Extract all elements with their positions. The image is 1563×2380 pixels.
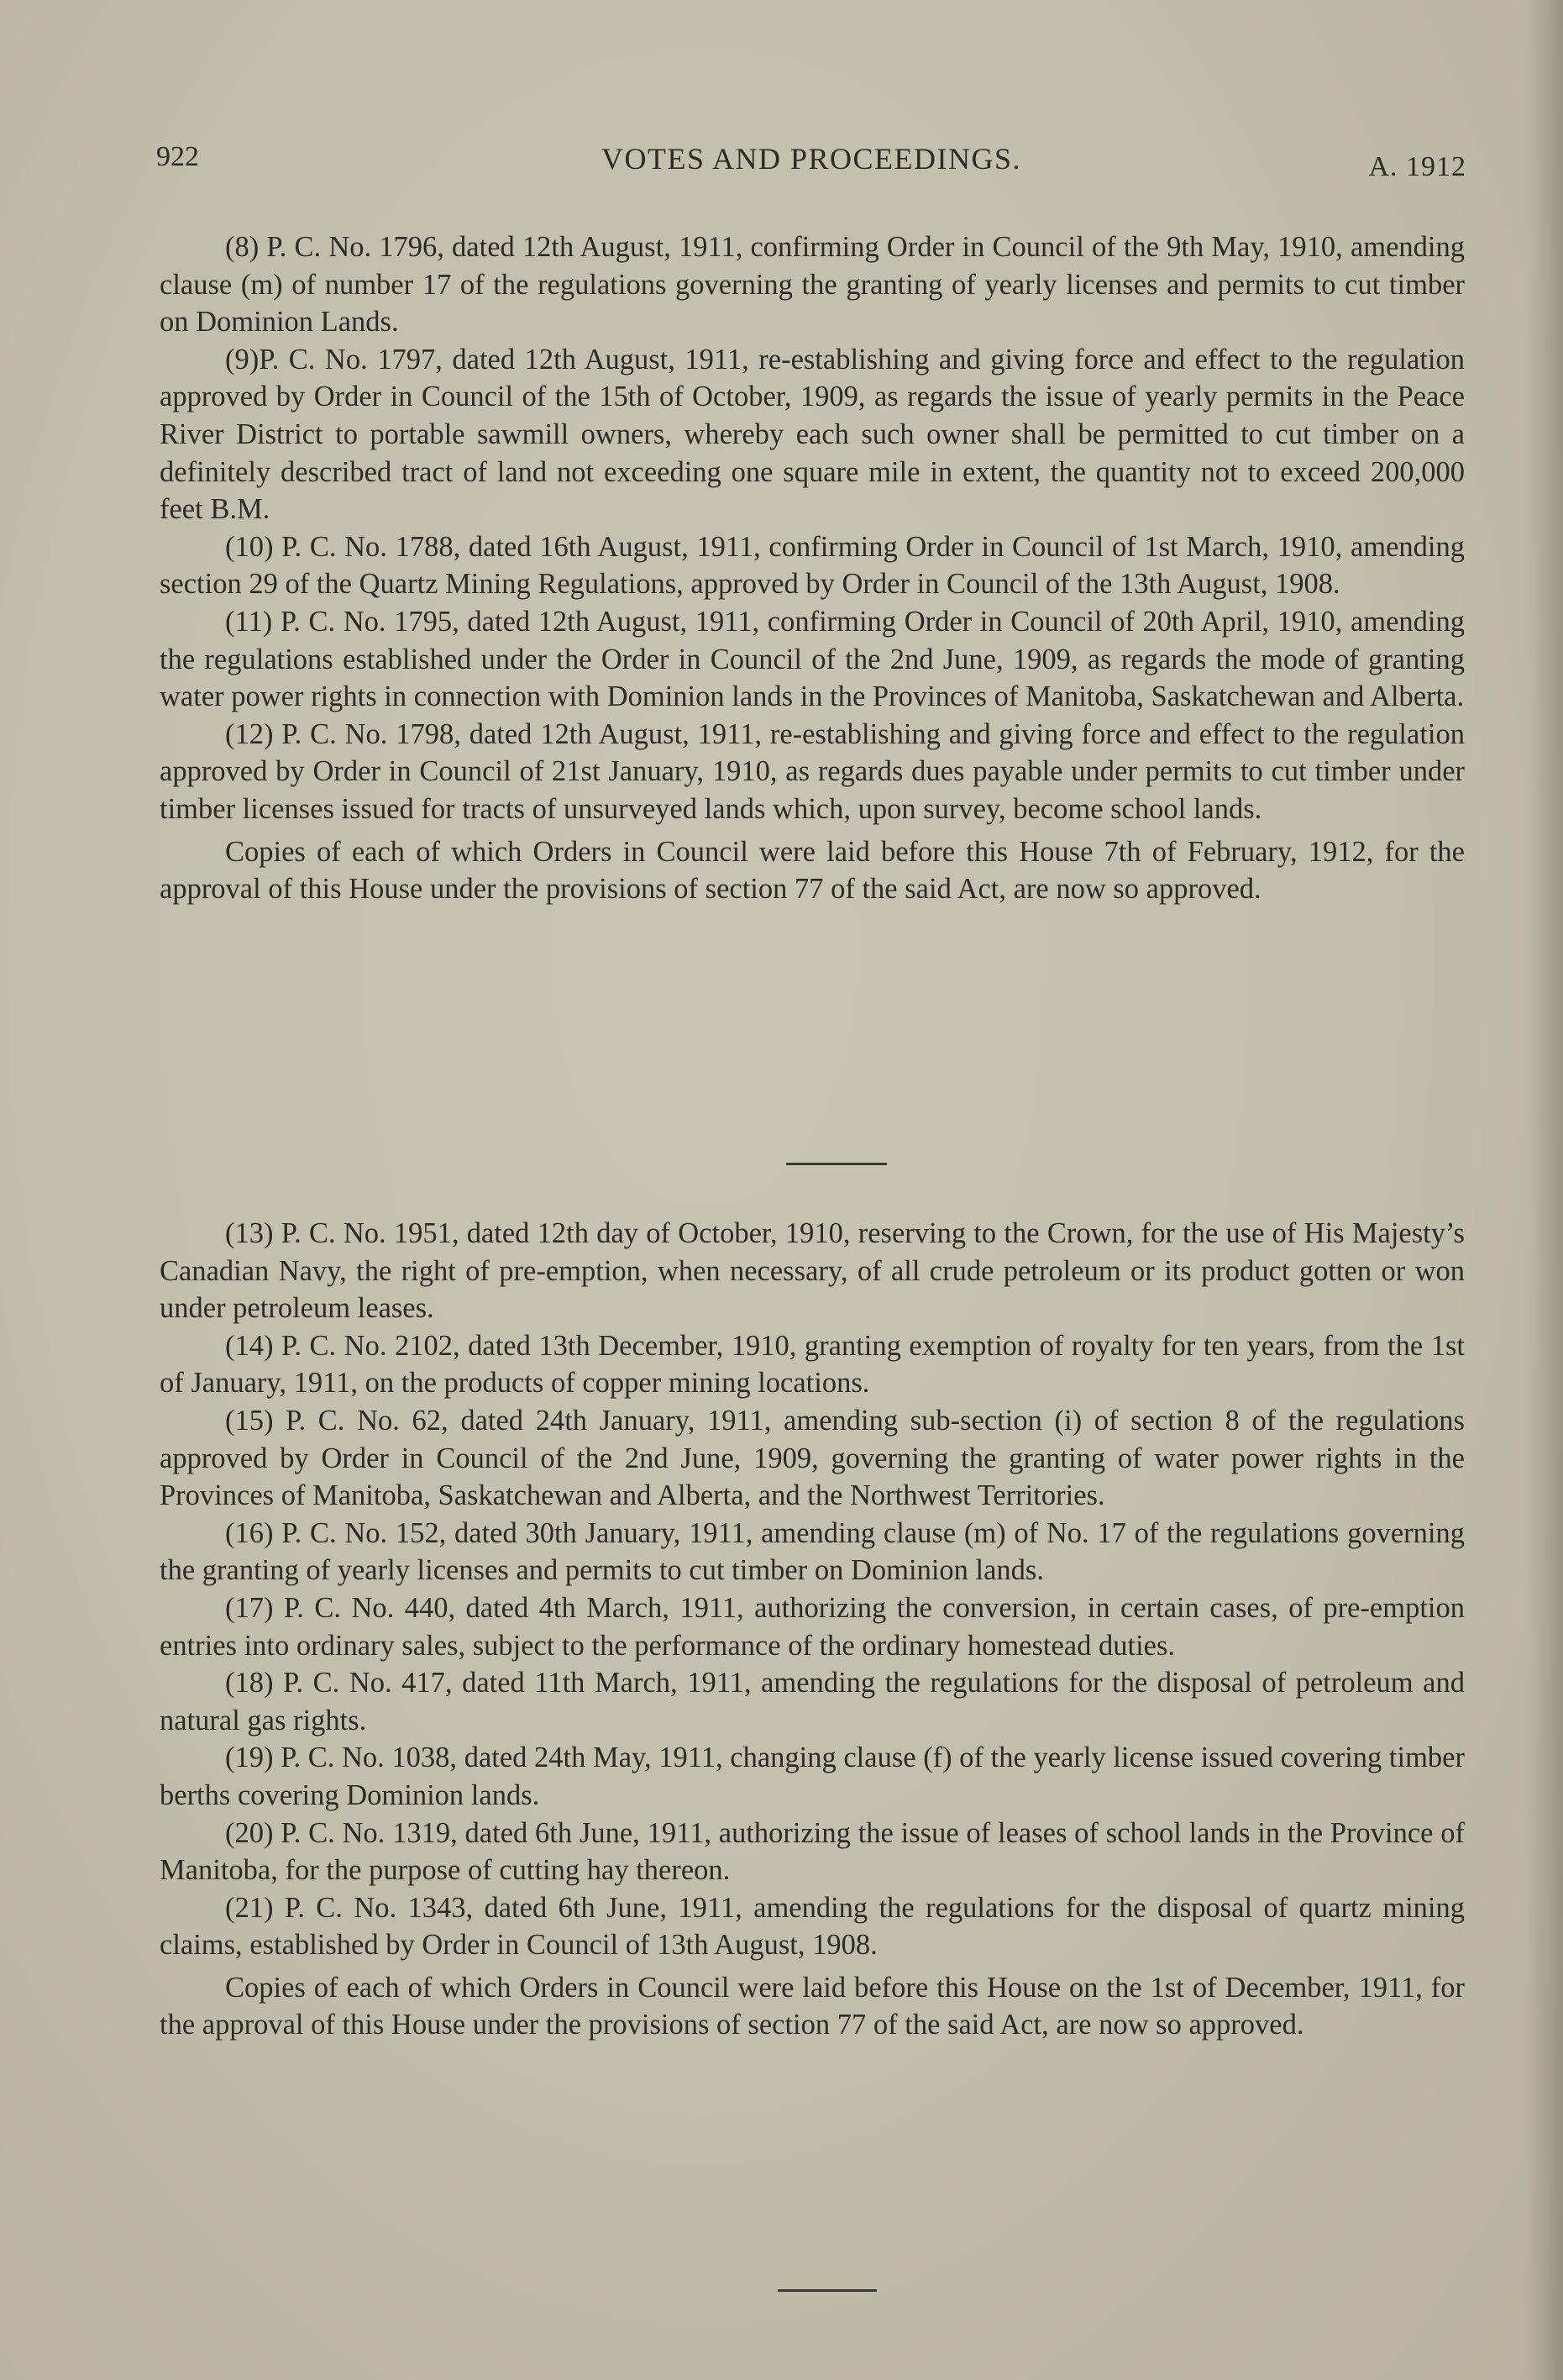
order-paragraph: (8) P. C. No. 1796, dated 12th August, 1911, confirming Order in Council of the 9th May, 1910, amending clause (m) of number 17 of the regulations governing the granting of yearly licenses and permits to cut timber on Dominion Lands. [160,231,1465,339]
session-year: A. 1912 [1368,151,1466,182]
page-edge-shadow [1524,0,1563,2380]
approval-paragraph: Copies of each of which Orders in Council were laid before this House 7th of February, 1912, for the approval of this House under the provisions of section 77 of the said Act, are now so approved. [160,835,1465,906]
end-divider [778,2289,877,2292]
order-paragraph: (10) P. C. No. 1788, dated 16th August, 1911, confirming Order in Council of 1st March, 1910, amending section 29 of the Quartz Mining Regulations, approved by Order in Council of the 13th August, 1908. [160,530,1465,601]
order-paragraph: (16) P. C. No. 152, dated 30th January, 1911, amending clause (m) of No. 17 of the regulations governing the granting of yearly licenses and permits to cut timber on Dominion lands. [160,1516,1465,1587]
order-paragraph: (11) P. C. No. 1795, dated 12th August, 1911, confirming Order in Council of 20th April, 1910, amending the regulations established under the Order in Council of the 2nd June, 1909, as regards the mode of granting water power rights in connection with Dominion lands in the Provinces of Manitoba, Saskatchewan and Alberta. [160,605,1465,713]
approval-paragraph: Copies of each of which Orders in Council were laid before this House on the 1st of December, 1911, for the approval of this House under the provisions of section 77 of the said Act, are now so approved. [160,1971,1465,2041]
order-paragraph: (21) P. C. No. 1343, dated 6th June, 1911, amending the regulations for the disposal of quartz mining claims, established by Order in Council of 13th August, 1908. [160,1891,1465,1962]
order-paragraph: (13) P. C. No. 1951, dated 12th day of October, 1910, reserving to the Crown, for the use of His Majesty’s Canadian Navy, the right of pre-emption, when necessary, of all crude petroleum or its product gotten or won under petroleum leases. [160,1217,1465,1325]
order-paragraph: (20) P. C. No. 1319, dated 6th June, 1911, authorizing the issue of leases of school lands in the Province of Manitoba, for the purpose of cutting hay thereon. [160,1816,1465,1887]
order-paragraph: (18) P. C. No. 417, dated 11th March, 1911, amending the regulations for the disposal of petroleum and natural gas rights. [160,1667,1465,1736]
orders-section-two [160,1215,1465,2044]
order-paragraph: (19) P. C. No. 1038, dated 24th May, 1911, changing clause (f) of the yearly license issued covering timber berths covering Dominion lands. [160,1742,1465,1811]
page-number: 922 [156,141,199,172]
order-paragraph: (15) P. C. No. 62, dated 24th January, 1911, amending sub-section (i) of section 8 of the regulations approved by Order in Council of the 2nd June, 1909, governing the granting of water power rights in the Provinces of Manitoba, Saskatchewan and Alberta, and the Northwest Territories. [160,1404,1465,1512]
section-divider [786,1163,887,1165]
order-paragraph: (17) P. C. No. 440, dated 4th March, 1911, authorizing the conversion, in certain cases, of pre-emption entries into ordinary sales, subject to the performance of the ordinary homestead duties. [160,1591,1465,1662]
order-paragraph: (14) P. C. No. 2102, dated 13th December, 1910, granting exemption of royalty for ten years, from the 1st of January, 1911, on the products of copper mining locations. [160,1329,1465,1400]
page-header [156,133,1466,192]
orders-section-one [160,229,1465,908]
order-paragraph: (9)P. C. No. 1797, dated 12th August, 1911, re-establishing and giving force and effect to the regulation approved by Order in Council of the 15th of October, 1909, as regards the issue of yearly permits in the Peace River District to portable sawmill owners, whereby each such owner shall be permitted to cut timber on a definitely described tract of land not exceeding one square mile in extent, the quantity not to exceed 200,000 feet B.M. [160,343,1465,526]
order-paragraph: (12) P. C. No. 1798, dated 12th August, 1911, re-establishing and giving force and effect to the regulation approved by Order in Council of 21st January, 1910, as regards dues payable under permits to cut timber under timber licenses issued for tracts of unsurveyed lands which, upon survey, become school lands. [160,717,1465,825]
running-title: VOTES AND PROCEEDINGS. [601,142,1022,176]
